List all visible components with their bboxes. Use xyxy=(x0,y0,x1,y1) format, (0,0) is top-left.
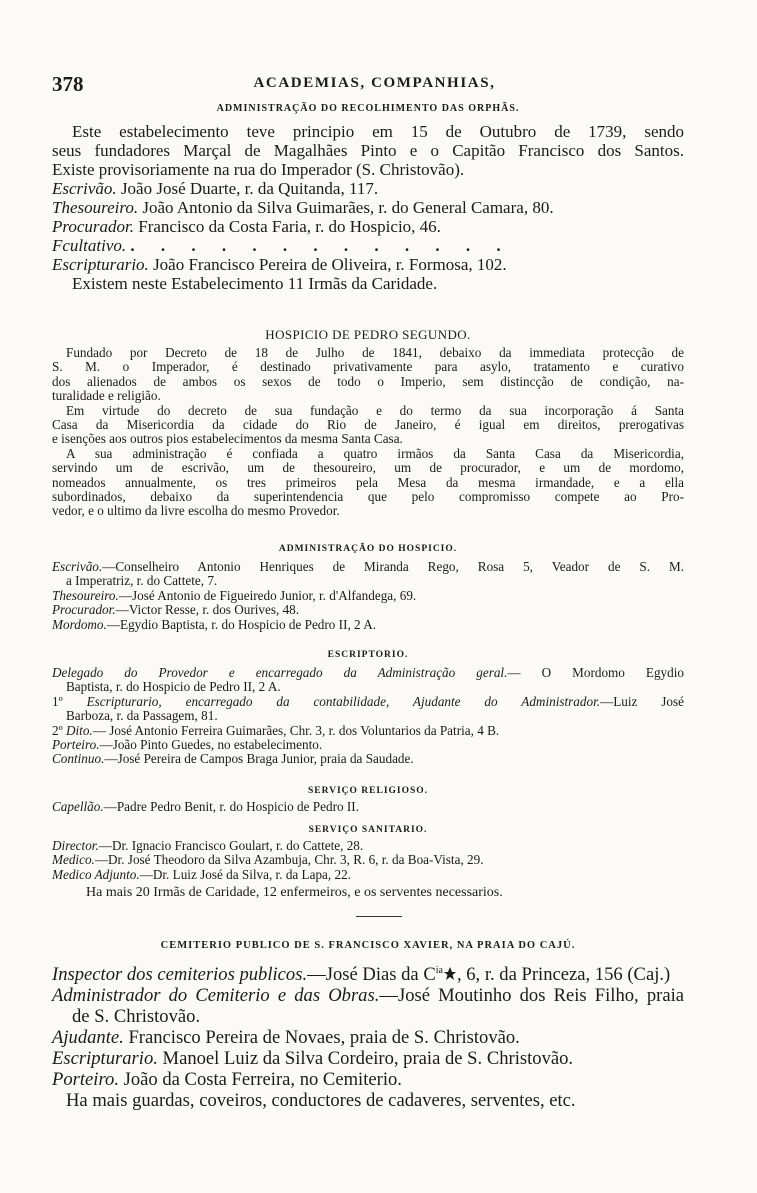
escritorio-entry xyxy=(52,695,684,709)
staff-role: Thesoureiro. xyxy=(52,198,139,217)
sanitario-heading: SERVIÇO SANITARIO. xyxy=(308,825,428,835)
admin-entry xyxy=(52,618,684,632)
staff-text: . . . . . . . . . . . . . xyxy=(130,236,512,255)
entry-role: Administrador do Cemiterio e das Obras. xyxy=(52,985,380,1007)
entry-text: — José Antonio Ferreira Guimarães, Chr. 3, r. dos Voluntarios da Patria, 4 B. xyxy=(92,722,500,738)
staff-role: Procurador. xyxy=(52,217,135,236)
entry-role: Medico. xyxy=(52,852,95,868)
orphas-closing: Existem neste Estabelecimento 11 Irmãs da Caridade. xyxy=(72,274,438,293)
orphas-staff-entry xyxy=(52,179,684,198)
sanitario-entry xyxy=(52,839,684,853)
entry-text: —Conselheiro Antonio Henriques de Miranda Rego, Rosa 5, Veador de S. M. xyxy=(102,559,684,574)
entry-role: Dito. xyxy=(65,722,93,738)
entry-text: —Dr. José Theodoro da Silva Azambuja, Chr. 3, R. 6, r. da Boa-Vista, 29. xyxy=(94,852,484,868)
entry-number: 2º xyxy=(52,722,63,738)
orphas-heading: ADMINISTRAÇÃO DO RECOLHIMENTO DAS ORPHÃS. xyxy=(216,103,520,114)
entry-role: Continuo. xyxy=(52,751,105,767)
cemiterio-entry xyxy=(52,960,684,985)
cemiterio-list xyxy=(52,960,684,1111)
entry-text: Barboza, r. da Passagem, 81. xyxy=(66,708,218,724)
orphas-staff-entry xyxy=(52,217,684,236)
entry-text: João da Costa Ferreira, no Cemiterio. xyxy=(123,1069,402,1091)
entry-text: —José Dias da C xyxy=(307,964,436,986)
entry-text: a Imperatriz, r. do Cattete, 7. xyxy=(66,573,218,589)
cemiterio-heading: CEMITERIO PUBLICO DE S. FRANCISCO XAVIER, NA PRAIA DO CAJÚ. xyxy=(160,940,576,951)
escritorio-entry xyxy=(52,752,684,766)
orphas-staff-entry xyxy=(52,198,684,217)
religioso-list xyxy=(52,800,684,814)
page-header xyxy=(52,72,697,98)
paragraph-line: Casa da Misericordia da cidade do Rio de Janeiro, é igual em direitos, prerogativas xyxy=(52,417,684,433)
entry-role: Capellão. xyxy=(52,799,104,814)
page-number: 378 xyxy=(52,72,84,96)
paragraph-line: Fundado por Decreto de 18 de Julho de 1841, debaixo da immediata protecção de xyxy=(66,345,684,360)
entry-role: Ajudante. xyxy=(52,1027,124,1049)
entry-role: Director. xyxy=(52,838,99,853)
entry-role: Porteiro. xyxy=(52,737,100,753)
paragraph-line: dos alienados de ambos os sexos de todo o Imperio, sem distincção de condição, na- xyxy=(52,373,684,389)
entry-text: —Padre Pedro Benit, r. do Hospicio de Pedro II. xyxy=(103,799,359,814)
entry-role: Escrivão. xyxy=(52,559,103,574)
entry-number: 1º xyxy=(52,693,63,709)
hospicio-paragraphs xyxy=(52,346,684,519)
staff-role: Fcultativo. xyxy=(52,236,127,255)
cemiterio-entry xyxy=(52,985,684,1006)
entry-role: Escripturario. xyxy=(52,1048,158,1070)
staff-text: João Antonio da Silva Guimarães, r. do General Camara, 80. xyxy=(142,198,554,217)
staff-role: Escripturario. xyxy=(52,255,149,274)
section-divider xyxy=(356,916,402,917)
entry-role: Delegado do Provedor e encarregado da Administração geral. xyxy=(52,665,508,680)
entry-role: Inspector dos cemiterios publicos. xyxy=(52,964,308,986)
admin-list xyxy=(52,560,684,632)
entry-text: Manoel Luiz da Silva Cordeiro, praia de S. Christovão. xyxy=(162,1048,574,1070)
sanitario-entry xyxy=(52,853,684,867)
escritorio-entry xyxy=(52,724,684,738)
sanitario-entry xyxy=(52,868,684,882)
sanitario-list xyxy=(52,839,684,901)
escritorio-heading: ESCRIPTORIO. xyxy=(327,650,409,660)
entry-role: Thesoureiro. xyxy=(52,587,119,603)
entry-text: , 6, r. da Princeza, 156 (Caj.) xyxy=(456,964,671,986)
entry-role: Porteiro. xyxy=(52,1069,119,1091)
escritorio-entry xyxy=(52,666,684,680)
cemiterio-closing: Ha mais guardas, coveiros, conductores de cadaveres, serventes, etc. xyxy=(66,1090,576,1112)
orphas-staff-entry xyxy=(52,236,684,255)
staff-text: João José Duarte, r. da Quitanda, 117. xyxy=(120,179,379,198)
orphas-staff-entry xyxy=(52,255,684,274)
paragraph-line: nomeados annualmente, os tres primeiros pela Mesa da mesma irmandade, e a ella xyxy=(52,474,684,490)
entry-text: Baptista, r. do Hospicio de Pedro II, 2 A. xyxy=(66,679,281,695)
religioso-entry xyxy=(52,800,684,814)
orphas-intro xyxy=(52,122,684,293)
entry-role: Mordomo. xyxy=(52,616,107,632)
entry-role: Escripturario, encarregado da contabilidade, Ajudante do Administrador. xyxy=(86,693,601,709)
paragraph-line: servindo um de escrivão, um de thesoureiro, um de procurador, e um de mordomo, xyxy=(52,460,684,476)
paragraph-line: vedor, e o ultimo da livre escolha do mesmo Provedor. xyxy=(52,503,340,519)
entry-text: de S. Christovão. xyxy=(72,1006,201,1028)
paragraph-line: A sua administração é confiada a quatro irmãos da Santa Casa da Misericordia, xyxy=(66,445,684,461)
paragraph-line: S. M. o Imperador, é destinado privativamente para asylo, tratamento e curativo xyxy=(52,359,684,375)
cemiterio-entry xyxy=(52,1048,684,1069)
admin-entry xyxy=(52,589,684,603)
entry-role: Procurador. xyxy=(52,602,116,618)
orphas-intro-line: Existe provisoriamente na rua do Imperador (S. Christovão). xyxy=(52,160,465,179)
entry-role: Medico Adjunto. xyxy=(52,866,140,882)
entry-text: —José Pereira de Campos Braga Junior, praia da Saudade. xyxy=(104,751,414,767)
paragraph-line: e isenções aos outros pios estabelecimentos da mesma Santa Casa. xyxy=(52,431,403,447)
cemiterio-entry xyxy=(52,1069,684,1090)
entry-text: — O Mordomo Egydio xyxy=(507,665,684,680)
escritorio-entry xyxy=(52,738,684,752)
order-cross-icon xyxy=(443,966,457,982)
paragraph-line: turalidade e religião. xyxy=(52,388,161,404)
admin-heading: ADMINISTRAÇÃO DO HOSPICIO. xyxy=(278,544,458,554)
admin-entry xyxy=(52,560,684,574)
escritorio-list xyxy=(52,666,684,767)
entry-text: —Luiz José xyxy=(600,693,685,709)
orphas-section xyxy=(52,103,684,114)
staff-role: Escrivão. xyxy=(52,179,117,198)
entry-text: —Dr. Ignacio Francisco Goulart, r. do Cattete, 28. xyxy=(98,838,364,853)
entry-text: Francisco Pereira de Novaes, praia de S. Christovão. xyxy=(128,1027,520,1049)
entry-text: —João Pinto Guedes, no estabelecimento. xyxy=(99,737,323,753)
cemiterio-entry xyxy=(52,1027,684,1048)
entry-superscript: ia xyxy=(435,965,443,976)
running-title: ACADEMIAS, COMPANHIAS, xyxy=(253,75,496,91)
hospicio-heading: HOSPICIO DE PEDRO SEGUNDO. xyxy=(265,327,471,342)
entry-text: —Dr. Luiz José da Silva, r. da Lapa, 22. xyxy=(139,866,351,882)
staff-text: Francisco da Costa Faria, r. do Hospicio, 46. xyxy=(138,217,441,236)
entry-text: —Egydio Baptista, r. do Hospicio de Pedro II, 2 A. xyxy=(106,616,377,632)
admin-entry xyxy=(52,603,684,617)
entry-text: —José Moutinho dos Reis Filho, praia xyxy=(379,985,685,1007)
staff-text: João Francisco Pereira de Oliveira, r. Formosa, 102. xyxy=(153,255,507,274)
entry-text: —José Antonio de Figueiredo Junior, r. d'Alfandega, 69. xyxy=(118,587,417,603)
paragraph-line: Em virtude do decreto de sua fundação e do termo da sua incorporação á Santa xyxy=(66,402,684,418)
entry-text: —Victor Resse, r. dos Ourives, 48. xyxy=(115,602,300,618)
orphas-intro-line: Este estabelecimento teve principio em 15 de Outubro de 1739, sendo xyxy=(72,122,684,141)
religioso-heading: SERVIÇO RELIGIOSO. xyxy=(307,786,429,796)
hospicio-closing: Ha mais 20 Irmãs de Caridade, 12 enfermeiros, e os serventes necessarios. xyxy=(86,885,503,901)
paragraph-line: subordinados, debaixo da superintendencia que pelo compromisso compete ao Pro- xyxy=(52,489,684,505)
orphas-intro-line: seus fundadores Marçal de Magalhães Pinto e o Capitão Francisco dos Santos. xyxy=(52,141,684,160)
